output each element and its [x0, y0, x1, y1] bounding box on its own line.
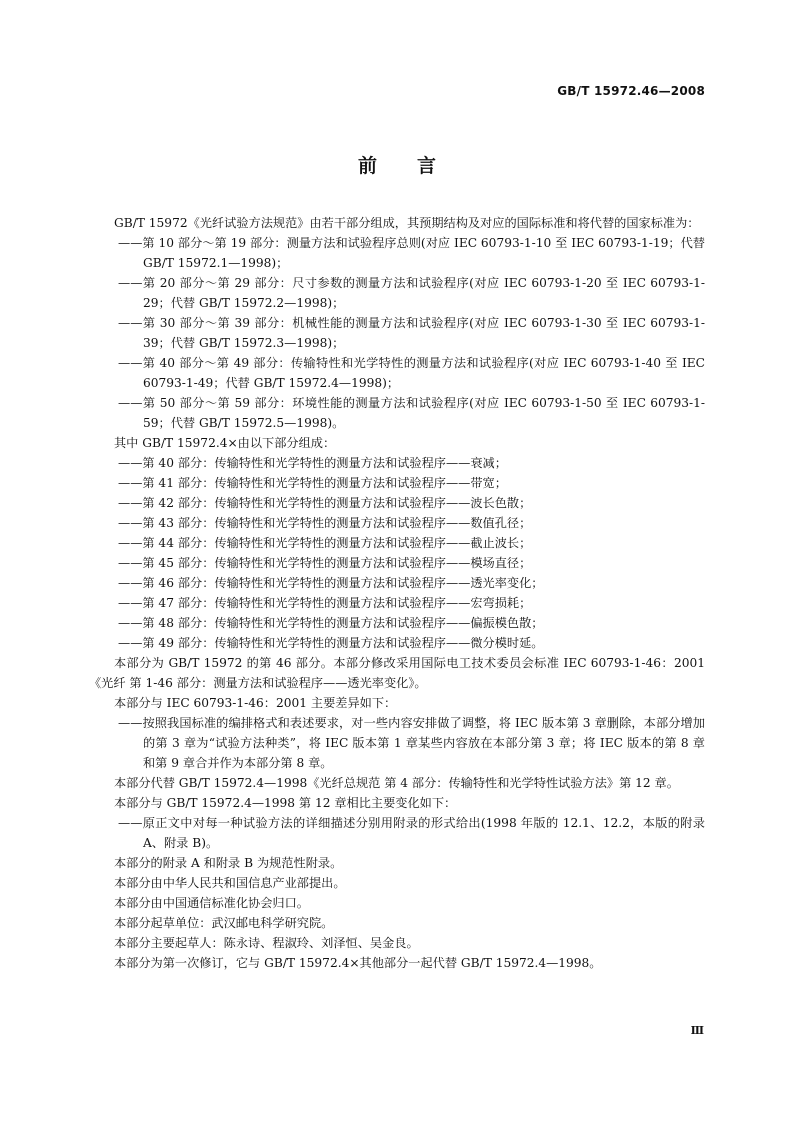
changes-intro: 本部分与 GB/T 15972.4—1998 第 12 章相比主要变化如下：: [114, 796, 457, 810]
part-list-item: ——第 45 部分：传输特性和光学特性的测量方法和试验程序——模场直径；: [118, 556, 532, 570]
structure-item: ——第 30 部分～第 39 部分：机械性能的测量方法和试验程序(对应 IEC 60793-1-30 至 IEC 60793-1-39；代替 GB/T 15972.3—1998)；: [118, 316, 705, 350]
differences-intro: 本部分与 IEC 60793-1-46：2001 主要差异如下：: [114, 696, 397, 710]
part-list-item: ——第 40 部分：传输特性和光学特性的测量方法和试验程序——衰减；: [118, 456, 507, 470]
structure-item: ——第 10 部分～第 19 部分：测量方法和试验程序总则(对应 IEC 60793-1-10 至 IEC 60793-1-19；代替 GB/T 15972.1—1998)；: [118, 236, 705, 270]
part-list-item: ——第 43 部分：传输特性和光学特性的测量方法和试验程序——数值孔径；: [118, 516, 532, 530]
part-list-item: ——第 41 部分：传输特性和光学特性的测量方法和试验程序——带宽；: [118, 476, 507, 490]
adoption-paragraph: 本部分为 GB/T 15972 的第 46 部分。本部分修改采用国际电工技术委员会标准 IEC 60793-1-46：2001《光纤 第 1-46 部分：测量方法和试验程序——透光率变化》。: [89, 656, 705, 690]
part-list-item: ——第 46 部分：传输特性和光学特性的测量方法和试验程序——透光率变化；: [118, 576, 544, 590]
standard-number: GB/T 15972.46—2008: [557, 84, 705, 98]
part-list-item: ——第 47 部分：传输特性和光学特性的测量方法和试验程序——宏弯损耗；: [118, 596, 532, 610]
difference-item: ——按照我国标准的编排格式和表述要求，对一些内容安排做了调整，将 IEC 版本第 3 章删除，本部分增加的第 3 章为“试验方法种类”，将 IEC 版本第 1 章某些内容放在本部分第 3 章；将 IEC 版本的第 8 章和第 9 章合并作为本部分第 8 章。: [118, 716, 705, 770]
structure-item: ——第 40 部分～第 49 部分：传输特性和光学特性的测量方法和试验程序(对应 IEC 60793-1-40 至 IEC 60793-1-49；代替 GB/T 15972.4—1998)；: [118, 356, 705, 390]
structure-item: ——第 20 部分～第 29 部分：尺寸参数的测量方法和试验程序(对应 IEC 60793-1-20 至 IEC 60793-1-29；代替 GB/T 15972.2—1998)；: [118, 276, 705, 310]
part-list-item: ——第 42 部分：传输特性和光学特性的测量方法和试验程序——波长色散；: [118, 496, 532, 510]
annex-paragraph: 本部分的附录 A 和附录 B 为规范性附录。: [114, 856, 343, 870]
replacement-paragraph: 本部分代替 GB/T 15972.4—1998《光纤总规范 第 4 部分：传输特性和光学特性试验方法》第 12 章。: [114, 776, 679, 790]
part-list-item: ——第 48 部分：传输特性和光学特性的测量方法和试验程序——偏振模色散；: [118, 616, 544, 630]
proposed-by-paragraph: 本部分由中华人民共和国信息产业部提出。: [114, 876, 346, 890]
part-list-item: ——第 49 部分：传输特性和光学特性的测量方法和试验程序——微分模时延。: [118, 636, 544, 650]
document-body: [89, 213, 705, 973]
sub-intro-paragraph: 其中 GB/T 15972.4×由以下部分组成：: [114, 436, 336, 450]
drafters-paragraph: 本部分主要起草人：陈永诗、程淑玲、刘泽恒、吴金良。: [114, 936, 419, 950]
centralized-by-paragraph: 本部分由中国通信标准化协会归口。: [114, 896, 309, 910]
page-number: Ⅲ: [690, 1024, 704, 1037]
page-title: 前言: [357, 155, 476, 177]
change-item: ——原正文中对每一种试验方法的详细描述分别用附录的形式给出(1998 年版的 12.1、12.2，本版的附录 A、附录 B)。: [118, 816, 705, 850]
drafting-unit-paragraph: 本部分起草单位：武汉邮电科学研究院。: [114, 916, 334, 930]
intro-paragraph: GB/T 15972《光纤试验方法规范》由若干部分组成，其预期结构及对应的国际标准和将代替的国家标准为：: [114, 216, 700, 230]
structure-item: ——第 50 部分～第 59 部分：环境性能的测量方法和试验程序(对应 IEC 60793-1-50 至 IEC 60793-1-59；代替 GB/T 15972.5—1998)。: [118, 396, 705, 430]
revision-paragraph: 本部分为第一次修订，它与 GB/T 15972.4×其他部分一起代替 GB/T 15972.4—1998。: [114, 956, 602, 970]
part-list-item: ——第 44 部分：传输特性和光学特性的测量方法和试验程序——截止波长；: [118, 536, 532, 550]
